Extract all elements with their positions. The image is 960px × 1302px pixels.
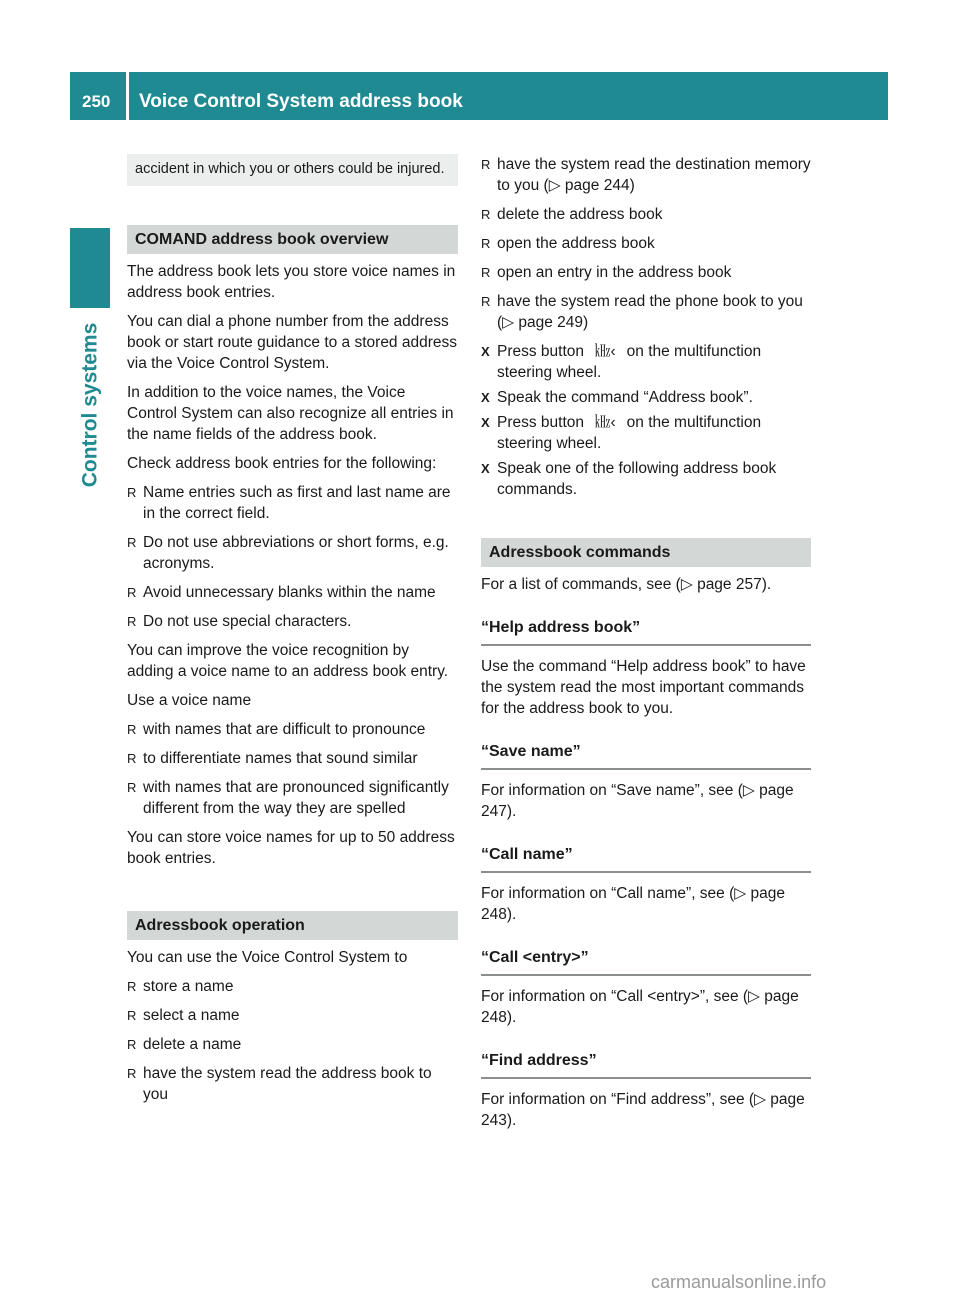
- bullet-marker: R: [127, 585, 137, 600]
- command-body: For information on “Find address”, see (▷ page 243).: [481, 1091, 805, 1129]
- bullet-marker: R: [127, 1066, 137, 1081]
- step-item: [481, 458, 811, 500]
- list-item-text: with names that are pronounced significantly different from the way they are spelled: [143, 779, 449, 817]
- command-heading: “Call name”: [481, 844, 811, 873]
- page-number: 250: [70, 72, 126, 120]
- overview-paragraph: The address book lets you store voice names in address book entries.: [127, 263, 456, 301]
- step-text: Speak the command “Address book”.: [497, 389, 753, 406]
- section-label: [70, 310, 110, 500]
- command-heading: “Call <entry>”: [481, 947, 811, 976]
- overview-paragraph: Use a voice name: [127, 692, 252, 709]
- list-item-text: open the address book: [497, 235, 655, 252]
- list-item-text: Name entries such as first and last name are in the correct field.: [143, 484, 451, 522]
- overview-paragraph: You can improve the voice recognition by adding a voice name to an address book entry.: [127, 642, 449, 680]
- step-item: [481, 412, 811, 454]
- overview-paragraph: In addition to the voice names, the Voice Control System can also recognize all entries in the name fields of the address book.: [127, 384, 454, 443]
- list-item-text: Avoid unnecessary blanks within the name: [143, 584, 436, 601]
- section-label-text: Control systems: [78, 322, 102, 488]
- list-item-text: select a name: [143, 1007, 240, 1024]
- list-item-text: have the system read the address book to you: [143, 1065, 432, 1103]
- step-text-pre: Press button: [497, 414, 585, 431]
- operation-paragraph: You can use the Voice Control System to: [127, 949, 408, 966]
- operation-heading: Adressbook operation: [127, 911, 458, 940]
- list-item: [127, 1034, 458, 1055]
- list-item: [127, 976, 458, 997]
- command-body: For information on “Call name”, see (▷ page 248).: [481, 885, 785, 923]
- step-marker: X: [481, 415, 490, 430]
- command-body: Use the command “Help address book” to have the system read the most important commands for the address book to you.: [481, 658, 806, 717]
- bullet-marker: R: [127, 614, 137, 629]
- step-item: [481, 387, 811, 408]
- step-text-post: on the multifunction steering wheel.: [497, 414, 762, 452]
- bullet-marker: R: [127, 979, 137, 994]
- list-item-text: have the system read the phone book to you (▷ page 249): [497, 293, 803, 331]
- voice-control-button-icon: ㎑‹: [595, 414, 616, 431]
- list-item: [127, 1005, 458, 1026]
- list-item-text: with names that are difficult to pronounce: [143, 721, 426, 738]
- bullet-marker: R: [481, 294, 491, 309]
- operation-list: [127, 976, 458, 1105]
- command-heading: “Save name”: [481, 741, 811, 770]
- list-item: [481, 154, 811, 196]
- list-item: [481, 233, 811, 254]
- list-item-text: Do not use abbreviations or short forms, e.g. acronyms.: [143, 534, 449, 572]
- page-title: Voice Control System address book: [129, 72, 888, 120]
- list-item: [127, 1063, 458, 1105]
- step-text-pre: Press button: [497, 343, 585, 360]
- list-item: [127, 777, 458, 819]
- voice-control-button-icon: ㎑‹: [595, 343, 616, 360]
- bullet-marker: R: [127, 751, 137, 766]
- instruction-steps: [481, 341, 811, 500]
- watermark: carmanualsonline.info: [651, 1272, 827, 1292]
- bullet-marker: R: [127, 780, 137, 795]
- section-tab-marker: [70, 228, 110, 308]
- right-column: [481, 154, 811, 1139]
- list-item: [127, 719, 458, 740]
- use-list: [127, 719, 458, 819]
- command-heading: “Help address book”: [481, 617, 811, 646]
- bullet-marker: R: [481, 207, 491, 222]
- overview-paragraph: You can store voice names for up to 50 address book entries.: [127, 829, 455, 867]
- bullet-marker: R: [481, 265, 491, 280]
- step-text: Speak one of the following address book commands.: [497, 460, 777, 498]
- overview-heading: COMAND address book overview: [127, 225, 458, 254]
- left-column: [127, 154, 458, 1113]
- list-item: [481, 262, 811, 283]
- list-item-text: delete a name: [143, 1036, 242, 1053]
- list-item-text: Do not use special characters.: [143, 613, 352, 630]
- warning-box: accident in which you or others could be injured.: [127, 154, 458, 186]
- bullet-marker: R: [127, 1008, 137, 1023]
- step-marker: X: [481, 344, 490, 359]
- list-item: [481, 291, 811, 333]
- command-body: For information on “Call <entry>”, see (▷ page 248).: [481, 988, 799, 1026]
- bullet-marker: R: [481, 236, 491, 251]
- list-item: [127, 532, 458, 574]
- bullet-marker: R: [127, 1037, 137, 1052]
- step-text-post: on the multifunction steering wheel.: [497, 343, 762, 381]
- commands-intro: For a list of commands, see (▷ page 257).: [481, 576, 772, 593]
- step-marker: X: [481, 390, 490, 405]
- list-item-text: have the system read the destination memory to you (▷ page 244): [497, 156, 811, 194]
- commands-heading: Adressbook commands: [481, 538, 811, 567]
- list-item: [127, 611, 458, 632]
- check-list: [127, 482, 458, 632]
- step-item: [481, 341, 811, 383]
- bullet-marker: R: [481, 157, 491, 172]
- list-item-text: open an entry in the address book: [497, 264, 732, 281]
- overview-paragraph: You can dial a phone number from the address book or start route guidance to a stored address via the Voice Control System.: [127, 313, 458, 372]
- list-item-text: delete the address book: [497, 206, 663, 223]
- list-item: [127, 748, 458, 769]
- bullet-marker: R: [127, 485, 137, 500]
- bullet-marker: R: [127, 722, 137, 737]
- step-marker: X: [481, 461, 490, 476]
- list-item: [127, 582, 458, 603]
- operation-list-continued: [481, 154, 811, 333]
- list-item-text: store a name: [143, 978, 234, 995]
- list-item-text: to differentiate names that sound similar: [143, 750, 418, 767]
- list-item: [127, 482, 458, 524]
- command-heading: “Find address”: [481, 1050, 811, 1079]
- bullet-marker: R: [127, 535, 137, 550]
- list-item: [481, 204, 811, 225]
- overview-paragraph: Check address book entries for the following:: [127, 455, 437, 472]
- command-body: For information on “Save name”, see (▷ page 247).: [481, 782, 794, 820]
